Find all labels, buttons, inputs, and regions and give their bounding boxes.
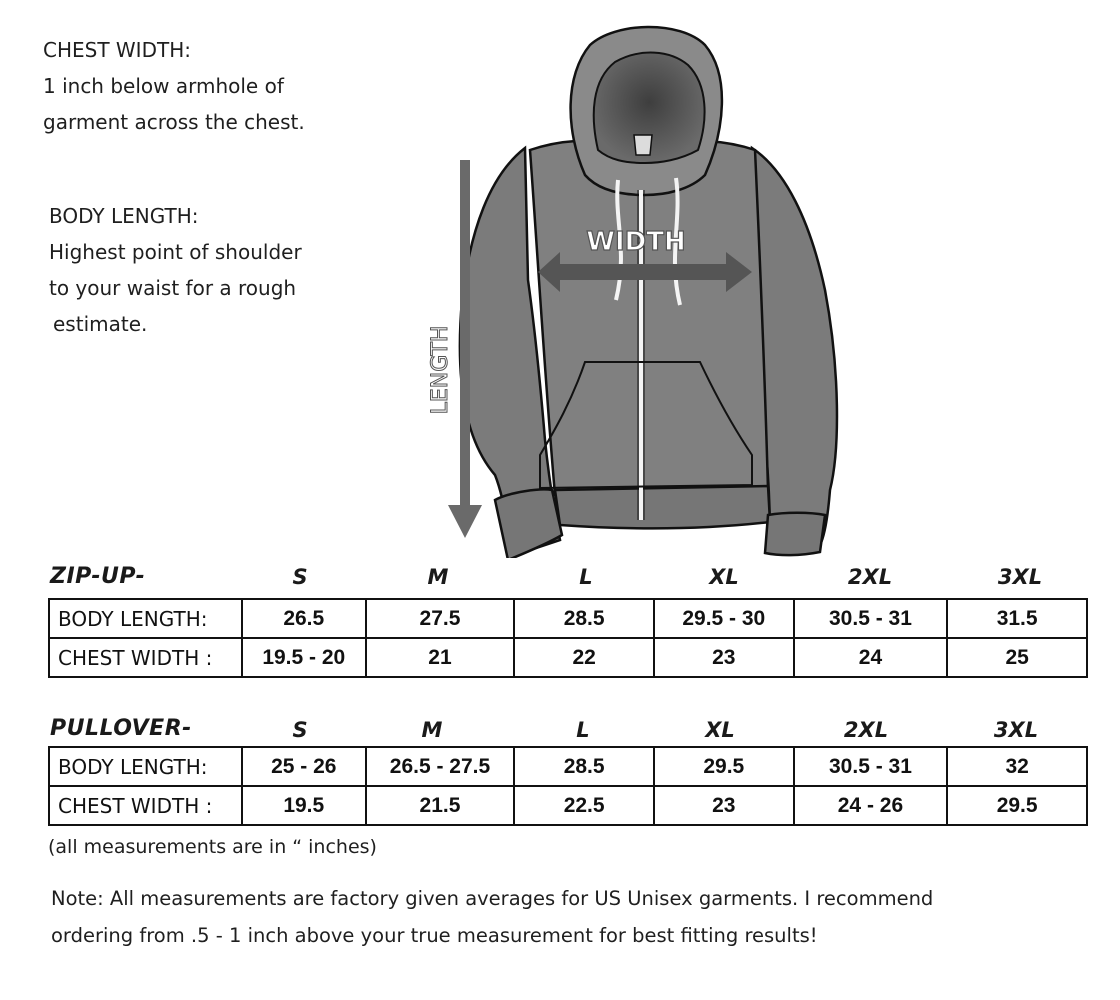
- length-arrow-shaft: [460, 160, 470, 505]
- table-cell: 28.5: [514, 747, 654, 786]
- table-cell: 30.5 - 31: [794, 747, 948, 786]
- zipup-size-s: S: [292, 565, 308, 589]
- pullover-size-s: S: [292, 718, 308, 742]
- zipup-size-3xl: 3XL: [997, 565, 1043, 589]
- table-cell: 26.5 - 27.5: [366, 747, 515, 786]
- table-cell: 27.5: [366, 599, 515, 638]
- table-cell: 19.5: [242, 786, 366, 825]
- table-cell: 31.5: [947, 599, 1087, 638]
- table-cell: 25 - 26: [242, 747, 366, 786]
- table-cell: 29.5: [947, 786, 1087, 825]
- chest-width-line-2: garment across the chest.: [43, 110, 305, 134]
- body-length-line-2: to your waist for a rough: [49, 276, 297, 300]
- table-cell: 23: [654, 786, 794, 825]
- chest-width-instructions: [43, 32, 305, 140]
- units-note: (all measurements are in “ inches): [48, 836, 377, 858]
- table-cell: 21.5: [366, 786, 515, 825]
- table-cell: 30.5 - 31: [794, 599, 948, 638]
- hoodie-illustration: [410, 18, 870, 558]
- pullover-size-table: [48, 746, 1088, 826]
- body-length-instructions: [49, 198, 302, 342]
- zipup-size-2xl: 2XL: [847, 565, 893, 589]
- length-arrow-label: LENGTH: [428, 325, 453, 415]
- table-row: [49, 747, 1087, 786]
- pullover-size-m: M: [421, 718, 443, 742]
- footer-note-line-2: ordering from .5 - 1 inch above your true measurement for best fitting results!: [51, 924, 818, 947]
- zipup-size-table: [48, 598, 1088, 678]
- table-cell: 21: [366, 638, 515, 677]
- table-row: [49, 638, 1087, 677]
- body-length-heading: BODY LENGTH:: [49, 204, 199, 228]
- table-cell: 23: [654, 638, 794, 677]
- zipup-title: ZIP-UP-: [50, 564, 146, 589]
- table-cell: 22: [514, 638, 654, 677]
- body-length-line-3: estimate.: [53, 312, 148, 336]
- table-cell: 25: [947, 638, 1087, 677]
- length-arrow-head: [448, 505, 482, 538]
- table-cell: 29.5 - 30: [654, 599, 794, 638]
- footer-note-line-1: Note: All measurements are factory given averages for US Unisex garments. I recommend: [51, 887, 934, 910]
- pullover-size-xl: XL: [705, 718, 735, 742]
- table-cell: 26.5: [242, 599, 366, 638]
- zipup-size-xl: XL: [709, 565, 739, 589]
- waistband: [555, 486, 770, 528]
- row-label: CHEST WIDTH :: [49, 638, 242, 677]
- table-row: [49, 786, 1087, 825]
- table-cell: 19.5 - 20: [242, 638, 366, 677]
- table-cell: 32: [947, 747, 1087, 786]
- row-label: CHEST WIDTH :: [49, 786, 242, 825]
- table-cell: 28.5: [514, 599, 654, 638]
- zipup-size-l: L: [579, 565, 593, 589]
- pullover-title: PULLOVER-: [50, 716, 192, 741]
- table-cell: 22.5: [514, 786, 654, 825]
- left-cuff: [495, 489, 562, 558]
- body-length-line-1: Highest point of shoulder: [49, 240, 302, 264]
- table-cell: 24 - 26: [794, 786, 948, 825]
- chest-width-heading: CHEST WIDTH:: [43, 38, 191, 62]
- table-cell: 29.5: [654, 747, 794, 786]
- width-arrow-label: WIDTH: [586, 227, 686, 257]
- pullover-size-l: L: [576, 718, 590, 742]
- footer-note: [51, 880, 933, 954]
- pullover-size-2xl: 2XL: [843, 718, 889, 742]
- row-label: BODY LENGTH:: [49, 747, 242, 786]
- table-cell: 24: [794, 638, 948, 677]
- chest-width-line-1: 1 inch below armhole of: [43, 74, 284, 98]
- row-label: BODY LENGTH:: [49, 599, 242, 638]
- right-cuff: [765, 513, 825, 555]
- pullover-size-3xl: 3XL: [993, 718, 1039, 742]
- table-row: [49, 599, 1087, 638]
- zipup-size-m: M: [427, 565, 449, 589]
- neck-label: [634, 135, 652, 155]
